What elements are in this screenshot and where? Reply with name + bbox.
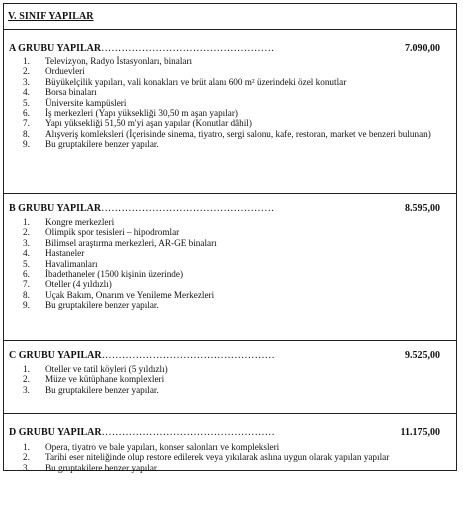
group-c	[4, 348, 456, 414]
group-title: A GRUBU YAPILAR……………………………………………	[9, 43, 275, 54]
list-item: 2. Tarihi eser niteliğinde olup restore edilerek veya yıkılarak aslına uygun olarak yapılan yapılar	[23, 452, 390, 463]
list-item: 9. Bu gruptakilere benzer yapılar.	[23, 300, 159, 311]
list-item: 1. Kongre merkezleri	[23, 217, 115, 227]
list-item: 7. Oteller (4 yıldızlı)	[23, 279, 112, 290]
list-item: 6. İş merkezleri (Yapı yüksekliği 30,50 m aşan yapılar)	[23, 108, 238, 119]
list-item: 3. Bilimsel araştırma merkezleri, AR-GE binaları	[23, 237, 217, 248]
list-item: 1. Oteller ve tatil köyleri (5 yıldızlı)	[23, 364, 168, 374]
group-amount: 11.175,00	[400, 427, 440, 438]
group-header	[4, 425, 456, 439]
group-title: C GRUBU YAPILAR……………………………………………	[9, 350, 276, 361]
group-header	[4, 41, 456, 55]
list-item: 5. Üniversite kampüsleri	[23, 97, 127, 108]
document-table	[3, 3, 457, 471]
group-amount: 9.525,00	[405, 350, 440, 361]
group-d	[4, 425, 456, 506]
list-item: 9. Bu gruptakilere benzer yapılar.	[23, 139, 159, 150]
list-item: 4. Hastaneler	[23, 248, 85, 259]
group-amount: 7.090,00	[405, 43, 440, 54]
list-item: 3. Bu gruptakilere benzer yapılar.	[23, 462, 159, 473]
list-item: 3. Bu gruptakilere benzer yapılar.	[23, 384, 159, 395]
group-title: B GRUBU YAPILAR……………………………………………	[9, 203, 275, 214]
list-item: 4. Borsa binaları	[23, 87, 97, 98]
list-item: 8. Uçak Bakım, Onarım ve Yenileme Merkezleri	[23, 289, 215, 300]
group-header	[4, 201, 456, 215]
section-header-row	[4, 4, 456, 30]
item-list	[4, 364, 456, 395]
group-b	[4, 201, 456, 341]
list-item: 5. Havalimanları	[23, 258, 98, 269]
group-a	[4, 41, 456, 194]
group-amount: 8.595,00	[405, 203, 440, 214]
group-title: D GRUBU YAPILAR……………………………………………	[9, 427, 276, 438]
list-item: 7. Yapı yüksekliği 51,50 m'yi aşan yapılar (Konutlar dâhil)	[23, 118, 252, 129]
list-item: 1. Televizyon, Radyo İstasyonları, binaları	[23, 56, 193, 66]
list-item: 6. İbadethaneler (1500 kişinin üzerinde)	[23, 269, 184, 280]
item-list	[4, 217, 456, 311]
list-item: 2. Orduevleri	[23, 66, 85, 77]
list-item: 2. Müze ve kütüphane komplexleri	[23, 374, 165, 385]
item-list	[4, 442, 456, 473]
item-list	[4, 56, 456, 150]
list-item: 3. Büyükelçilik yapıları, vali konakları ve brüt alanı 600 m² üzerindeki özel konutlar	[23, 76, 347, 87]
group-header	[4, 348, 456, 362]
list-item: 2. Olimpik spor tesisleri – hipodromlar	[23, 227, 180, 238]
section-title: V. SINIF YAPILAR	[8, 11, 94, 22]
list-item: 1. Opera, tiyatro ve bale yapıları, konser salonları ve kompleksleri	[23, 442, 280, 452]
list-item: 8. Alışveriş komleksleri (İçerisinde sinema, tiyatro, sergi salonu, kafe, restoran, market ve benzeri bulunan)	[23, 128, 431, 139]
